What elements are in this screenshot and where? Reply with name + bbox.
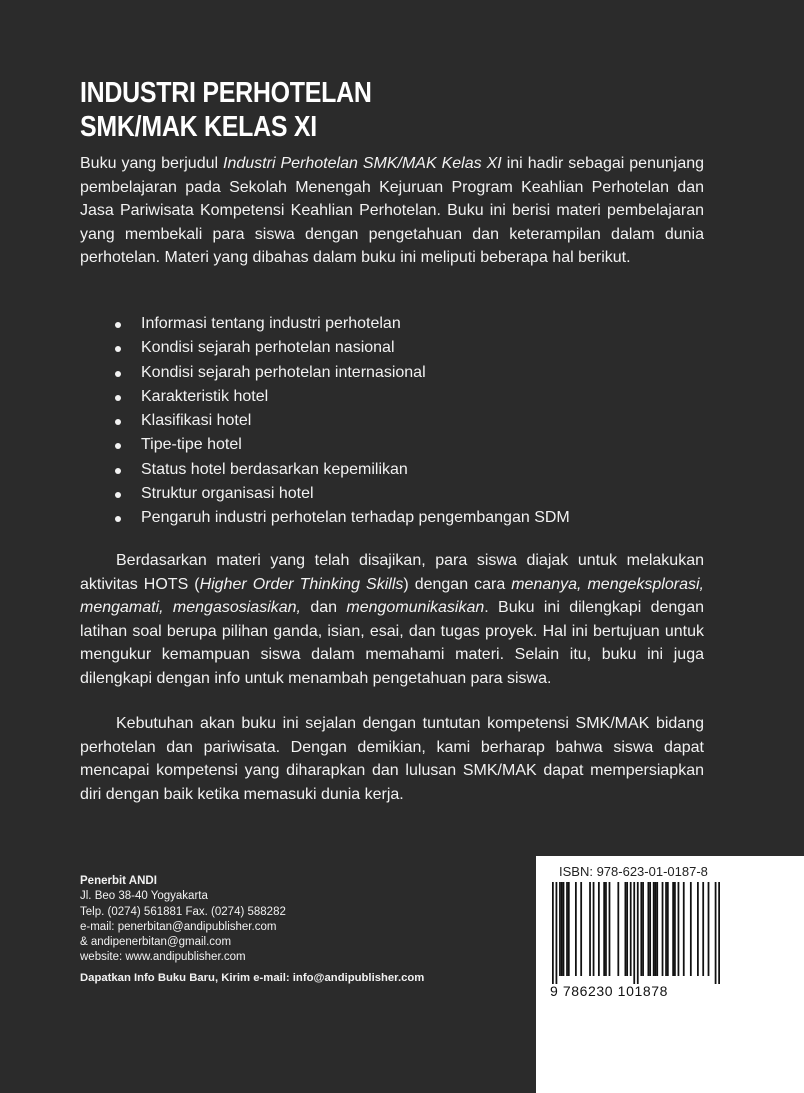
barcode-bar	[593, 882, 595, 976]
isbn-barcode-box	[536, 856, 804, 1093]
barcode-bar	[656, 882, 658, 976]
barcode-bar	[605, 882, 607, 976]
barcode-bar	[642, 882, 644, 976]
barcode-bar	[667, 882, 669, 976]
closing-paragraph: Kebutuhan akan buku ini sejalan dengan tuntutan kompetensi SMK/MAK bidang perhotelan dan pariwisata. Dengan demikian, kami berharap bahwa siswa dapat mencapai kompetensi yang diharapkan dan lulusan SMK/MAK dapat mempersiapkan diri dengan baik ketika memasuki dunia kerja.	[80, 715, 704, 803]
topic-item: Kondisi sejarah perhotelan nasional	[112, 336, 570, 360]
hots-a: Berdasarkan materi yang telah disajikan, para siswa diajak untuk melakukan aktivitas HOTS (	[80, 552, 704, 593]
barcode-bar	[662, 882, 664, 976]
barcode-bar	[559, 882, 561, 976]
hots-g: . Buku ini dilengkapi dengan latihan soal berupa pilihan ganda, isian, esai, dan tugas proyek. Hal ini bertujuan untuk mengukur kemampuan siswa dalam memahami materi. Selain itu, buku ini juga dilengkapi dengan info untuk menambah pengetahuan para siswa.	[80, 599, 705, 687]
barcode-bar	[678, 882, 680, 976]
publisher-phone: Telp. (0274) 561881 Fax. (0274) 588282	[80, 905, 286, 918]
barcode-bar	[637, 882, 639, 984]
hots-e: dan	[301, 599, 347, 616]
barcode-bar	[708, 882, 710, 976]
barcode-bar	[617, 882, 619, 976]
barcode-bar	[556, 882, 558, 984]
barcode-bar	[690, 882, 692, 976]
promo-line: Dapatkan Info Buku Baru, Kirim e-mail: info@andipublisher.com	[80, 972, 425, 984]
barcode-bar	[715, 882, 717, 984]
book-title	[80, 76, 372, 144]
topic-item: Tipe-tipe hotel	[112, 433, 570, 457]
hots-d: menanya, mengeksplorasi, mengamati, mengasosiasikan,	[80, 575, 704, 616]
topic-item: Informasi tentang industri perhotelan	[112, 312, 570, 336]
title-line-1: INDUSTRI PERHOTELAN	[80, 77, 372, 109]
publisher-email: e-mail: penerbitan@andipublisher.com	[80, 920, 277, 933]
barcode-bar	[575, 882, 577, 976]
barcode-bar	[640, 882, 642, 976]
publisher-info	[80, 874, 286, 966]
topic-item: Pengaruh industri perhotelan terhadap pengembangan SDM	[112, 506, 570, 530]
barcode-bar	[603, 882, 605, 976]
publisher-name: Penerbit ANDI	[80, 875, 157, 887]
barcode-bar	[561, 882, 563, 976]
barcode-bar	[647, 882, 649, 976]
topic-item: Kondisi sejarah perhotelan internasional	[112, 361, 570, 385]
barcode-bar	[552, 882, 554, 984]
barcode-bar	[630, 882, 632, 976]
barcode-bar	[580, 882, 582, 976]
barcode-bar	[718, 882, 720, 984]
topic-list	[112, 312, 570, 531]
barcode-bar	[626, 882, 628, 976]
publisher-email-alt: & andipenerbitan@gmail.com	[80, 936, 232, 949]
publisher-website: website: www.andipublisher.com	[80, 951, 246, 964]
hots-b: Higher Order Thinking Skills	[199, 575, 404, 593]
hots-c: ) dengan cara	[403, 575, 512, 593]
intro-book-title: Industri Perhotelan SMK/MAK Kelas XI	[223, 155, 502, 172]
barcode-digits: 9 786230 101878	[550, 983, 668, 999]
barcode-bar	[672, 882, 674, 976]
topic-item: Klasifikasi hotel	[112, 409, 570, 433]
barcode-bar	[655, 882, 657, 976]
intro-pre: Buku yang berjudul	[80, 155, 224, 172]
barcode-bar	[633, 882, 635, 984]
hots-paragraph	[80, 549, 704, 690]
barcode-bar	[697, 882, 699, 976]
barcode-image	[552, 882, 720, 984]
barcode-bar	[649, 882, 651, 976]
barcode-bar	[625, 882, 627, 976]
barcode-bar	[589, 882, 591, 976]
intro-post: ini hadir sebagai penunjang pembelajaran pada Sekolah Menengah Kejuruan Program Keahlian Perhotelan dan Jasa Pariwisata Kompetensi Keahlian Perhotelan. Buku ini berisi materi pembelajaran yang membekali para siswa dengan pengetahuan dan keterampilan dalam dunia perhotelan. Materi yang dibahas dalam buku ini meliputi beberapa hal berikut.	[80, 155, 705, 266]
barcode-bar	[609, 882, 611, 976]
barcode-bar	[653, 882, 655, 976]
topic-item: Karakteristik hotel	[112, 385, 570, 409]
barcode-bar	[674, 882, 676, 976]
title-line-2: SMK/MAK KELAS XI	[80, 111, 317, 143]
barcode-bar	[563, 882, 565, 976]
intro-paragraph	[80, 152, 704, 270]
publisher-address: Jl. Beo 38-40 Yogyakarta	[80, 890, 208, 903]
barcode-bar	[568, 882, 570, 976]
barcode-bar	[683, 882, 685, 976]
barcode-bar	[566, 882, 568, 976]
barcode-bar	[665, 882, 667, 976]
barcode-bar	[598, 882, 600, 976]
hots-f: mengomunikasikan	[346, 599, 485, 616]
topic-item: Status hotel berdasarkan kepemilikan	[112, 458, 570, 482]
isbn-label: ISBN: 978-623-01-0187-8	[559, 864, 708, 879]
barcode-bar	[702, 882, 704, 976]
topic-item: Struktur organisasi hotel	[112, 482, 570, 506]
